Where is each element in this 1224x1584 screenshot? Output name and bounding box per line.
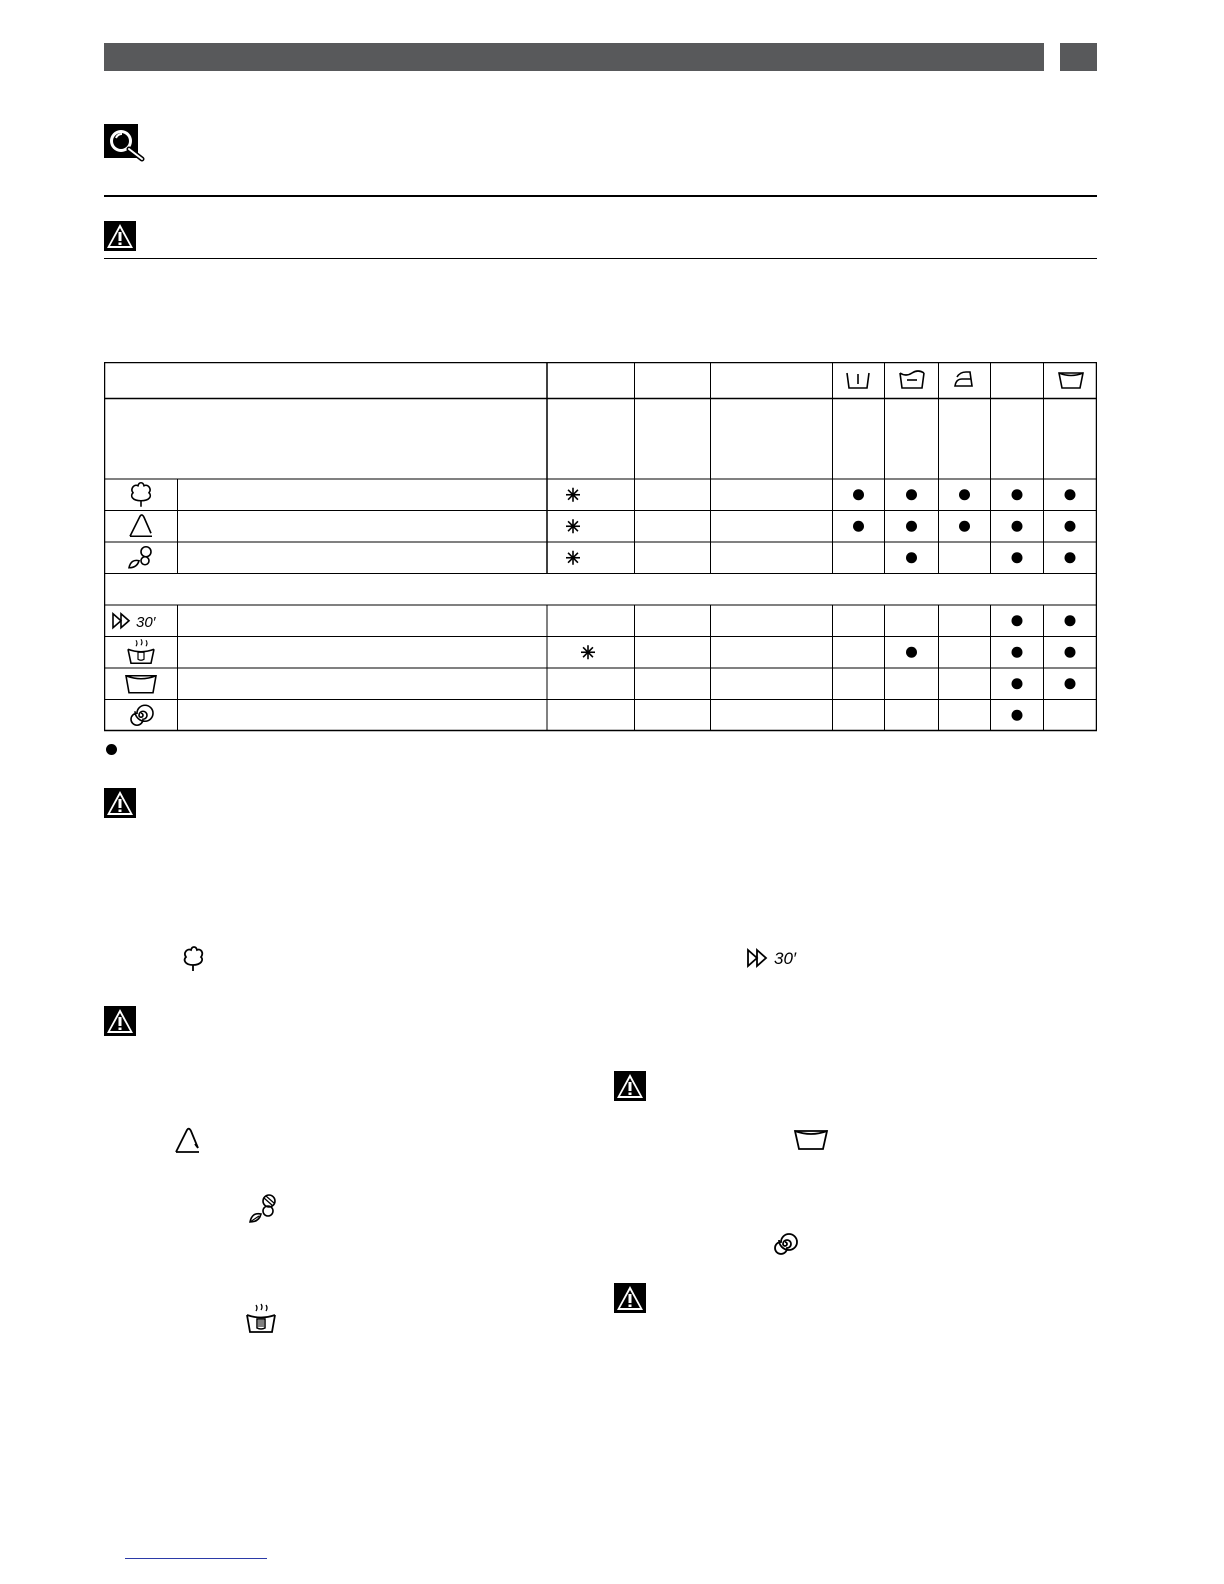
hand-wash-basin-icon — [244, 1303, 278, 1335]
cold-wash-asterisk-icon — [566, 519, 580, 533]
option-available-dot-icon — [959, 489, 970, 500]
synthetics-triangle-icon — [173, 1126, 203, 1156]
option-available-dot-icon — [1065, 615, 1076, 626]
wool-yarn-icon — [129, 547, 151, 568]
option-available-dot-icon — [1065, 678, 1076, 689]
option-available-dot-icon — [1012, 710, 1023, 721]
rinse-basin-icon — [1059, 373, 1083, 388]
hand-wash-basin-icon — [128, 639, 154, 663]
option-available-dot-icon — [1012, 521, 1023, 532]
stain-basin-icon — [900, 371, 924, 388]
option-available-dot-icon — [1065, 552, 1076, 563]
option-available-dot-icon — [906, 552, 917, 563]
cotton-flower-icon — [132, 483, 151, 507]
wool-yarn-icon — [247, 1192, 281, 1226]
quick-30-icon — [746, 946, 808, 970]
option-available-dot-icon — [1012, 647, 1023, 658]
option-available-dot-icon — [906, 647, 917, 658]
page-number-box — [1060, 43, 1097, 71]
option-available-dot-icon — [1065, 647, 1076, 658]
warning-triangle-icon — [104, 788, 136, 818]
option-available-dot-icon — [1012, 678, 1023, 689]
rinse-basin-icon — [793, 1127, 829, 1153]
spin-spiral-icon — [131, 705, 153, 725]
cold-wash-asterisk-icon — [566, 488, 580, 502]
quick-30-label: 30′ — [136, 613, 156, 631]
option-available-dot-icon — [906, 521, 917, 532]
header-bar — [104, 43, 1044, 71]
option-available-dot-icon — [959, 521, 970, 532]
option-available-dot-icon — [1065, 489, 1076, 500]
option-available-dot-icon — [105, 743, 119, 757]
footer-link-underline — [125, 1558, 267, 1559]
warning-triangle-icon — [104, 221, 136, 251]
warning-triangle-icon — [104, 1006, 136, 1036]
magnifier-icon — [104, 124, 146, 162]
warning-rule — [104, 258, 1097, 259]
option-available-dot-icon — [1012, 615, 1023, 626]
option-available-dot-icon — [906, 489, 917, 500]
cold-wash-asterisk-icon — [581, 645, 595, 659]
option-available-dot-icon — [1012, 552, 1023, 563]
easy-iron-icon — [955, 372, 972, 386]
synthetics-triangle-icon — [130, 515, 152, 536]
section-rule — [104, 195, 1097, 197]
rinse-basin-icon — [126, 676, 156, 693]
warning-triangle-icon — [614, 1283, 646, 1313]
spin-spiral-icon — [771, 1230, 799, 1258]
option-available-dot-icon — [853, 521, 864, 532]
option-available-dot-icon — [1012, 489, 1023, 500]
cotton-flower-icon — [179, 943, 207, 973]
warning-triangle-icon — [614, 1071, 646, 1101]
program-options-table — [104, 362, 1097, 732]
cold-wash-asterisk-icon — [566, 551, 580, 565]
option-available-dot-icon — [853, 489, 864, 500]
prewash-basin-icon — [847, 373, 869, 388]
quick-30-label: 30′ — [774, 949, 797, 968]
option-available-dot-icon — [1065, 521, 1076, 532]
quick-30-icon — [113, 614, 157, 631]
